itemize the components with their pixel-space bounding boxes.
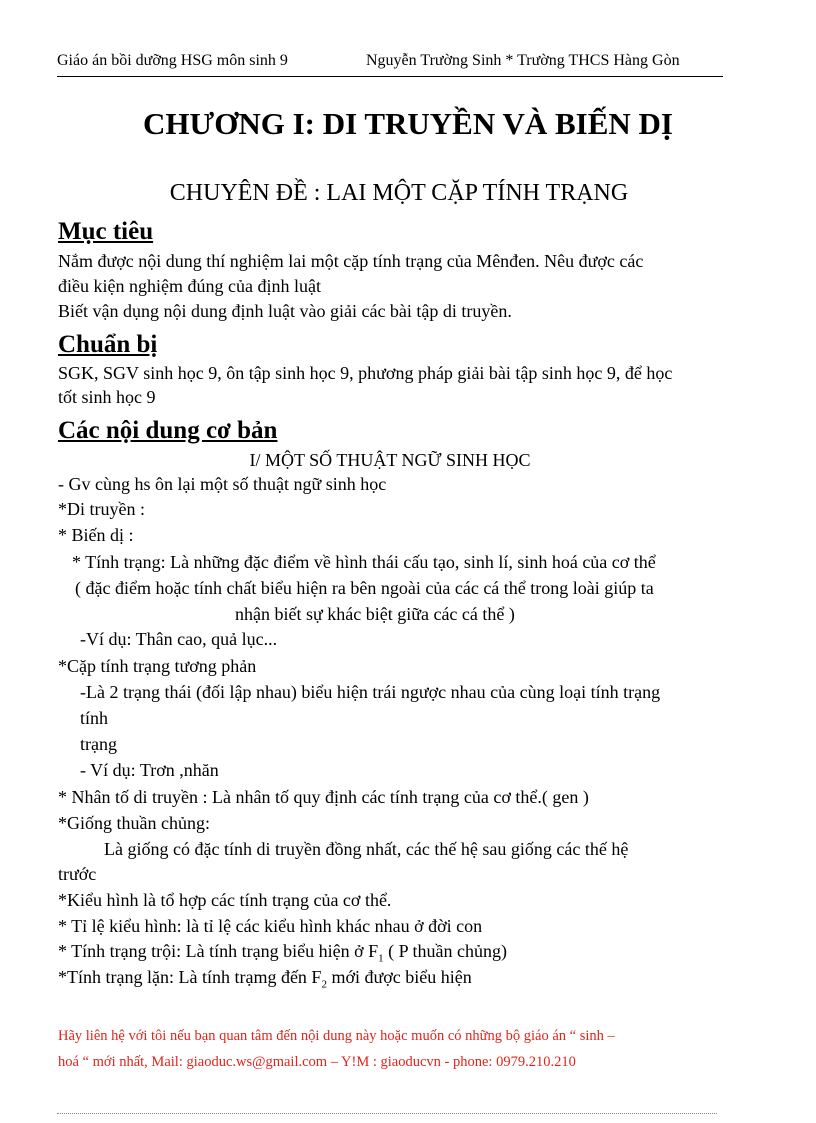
dominant-trait-suffix: ( P thuần chủng) bbox=[383, 941, 507, 961]
content-line: *Kiểu hình là tổ hợp các tính trạng của cơ thể. bbox=[58, 890, 392, 910]
content-line: Là giống có đặc tính di truyền đồng nhất, các thế hệ sau giống các thế hệ bbox=[104, 839, 629, 859]
objective-line: Nắm được nội dung thí nghiệm lai một cặp tính trạng của Mênđen. Nêu được các bbox=[58, 251, 644, 271]
objective-line: Biết vận dụng nội dung định luật vào giải các bài tập di truyền. bbox=[58, 301, 512, 321]
preparation-line: SGK, SGV sinh học 9, ôn tập sinh học 9, phương pháp giải bài tập sinh học 9, để học bbox=[58, 363, 673, 383]
content-line: trạng bbox=[80, 734, 117, 754]
content-line: * Biến dị : bbox=[58, 525, 134, 545]
chapter-title: CHƯƠNG I: DI TRUYỀN VÀ BIẾN DỊ bbox=[143, 106, 673, 141]
content-line: * Nhân tố di truyền : Là nhân tố quy định các tính trạng của cơ thể.( gen ) bbox=[58, 787, 589, 807]
recessive-trait-suffix: mới được biểu hiện bbox=[326, 967, 472, 987]
content-line: -Là 2 trạng thái (đối lập nhau) biểu hiện trái ngược nhau của cùng loại tính trạng bbox=[80, 682, 661, 702]
dominant-trait-text: * Tính trạng trội: Là tính trạng biểu hiện ở F bbox=[58, 941, 379, 961]
content-line: nhận biết sự khác biệt giữa các cá thể ) bbox=[235, 604, 515, 624]
header-rule bbox=[57, 76, 723, 77]
content-line: * Tỉ lệ kiểu hình: là tỉ lệ các kiểu hình khác nhau ở đời con bbox=[58, 916, 483, 936]
content-line: - Gv cùng hs ôn lại một số thuật ngữ sinh học bbox=[58, 474, 387, 494]
header-right: Nguyễn Trường Sinh * Trường THCS Hàng Gòn bbox=[366, 52, 680, 69]
content-line: * Tính trạng: Là những đặc điểm về hình thái cấu tạo, sinh lí, sinh hoá của cơ thể bbox=[72, 552, 656, 572]
preparation-line: tốt sinh học 9 bbox=[58, 387, 156, 407]
content-line bbox=[58, 941, 507, 965]
content-line: *Cặp tính trạng tương phản bbox=[58, 656, 257, 676]
content-line: -Ví dụ: Thân cao, quả lục... bbox=[80, 629, 278, 649]
footer-contact-line: Hãy liên hệ với tôi nếu bạn quan tâm đến nội dung này hoặc muốn có những bộ giáo án “ sinh – bbox=[58, 1028, 615, 1044]
subscript-f1: 1 bbox=[378, 952, 384, 965]
content-line bbox=[58, 967, 472, 991]
content-heading: Các nội dung cơ bản bbox=[58, 417, 278, 444]
content-line: *Di truyền : bbox=[58, 499, 145, 519]
footer-rule bbox=[57, 1113, 717, 1114]
objectives-heading: Mục tiêu bbox=[58, 218, 154, 245]
footer-contact-line: hoá “ mới nhất, Mail: giaoduc.ws@gmail.com – Y!M : giaoducvn - phone: 0979.210.210 bbox=[58, 1054, 576, 1070]
objective-line: điều kiện nghiệm đúng của định luật bbox=[58, 276, 321, 296]
content-line: ( đặc điểm hoặc tính chất biểu hiện ra bên ngoài của các cá thể trong loài giúp ta bbox=[75, 578, 654, 598]
topic-title: CHUYÊN ĐỀ : LAI MỘT CẶP TÍNH TRẠNG bbox=[169, 180, 629, 206]
recessive-trait-text: *Tính trạng lặn: Là tính trạmg đến F bbox=[58, 967, 322, 987]
subscript-f2: 2 bbox=[321, 978, 327, 991]
header-left: Giáo án bồi dưỡng HSG môn sinh 9 bbox=[57, 52, 288, 69]
content-subheading: I/ MỘT SỐ THUẬT NGỮ SINH HỌC bbox=[249, 450, 531, 470]
content-line: tính bbox=[80, 708, 109, 728]
preparation-heading: Chuẩn bị bbox=[58, 331, 158, 358]
content-line: trước bbox=[58, 864, 97, 884]
content-line: *Giống thuần chủng: bbox=[58, 813, 210, 833]
content-line: - Ví dụ: Trơn ,nhăn bbox=[80, 760, 219, 780]
